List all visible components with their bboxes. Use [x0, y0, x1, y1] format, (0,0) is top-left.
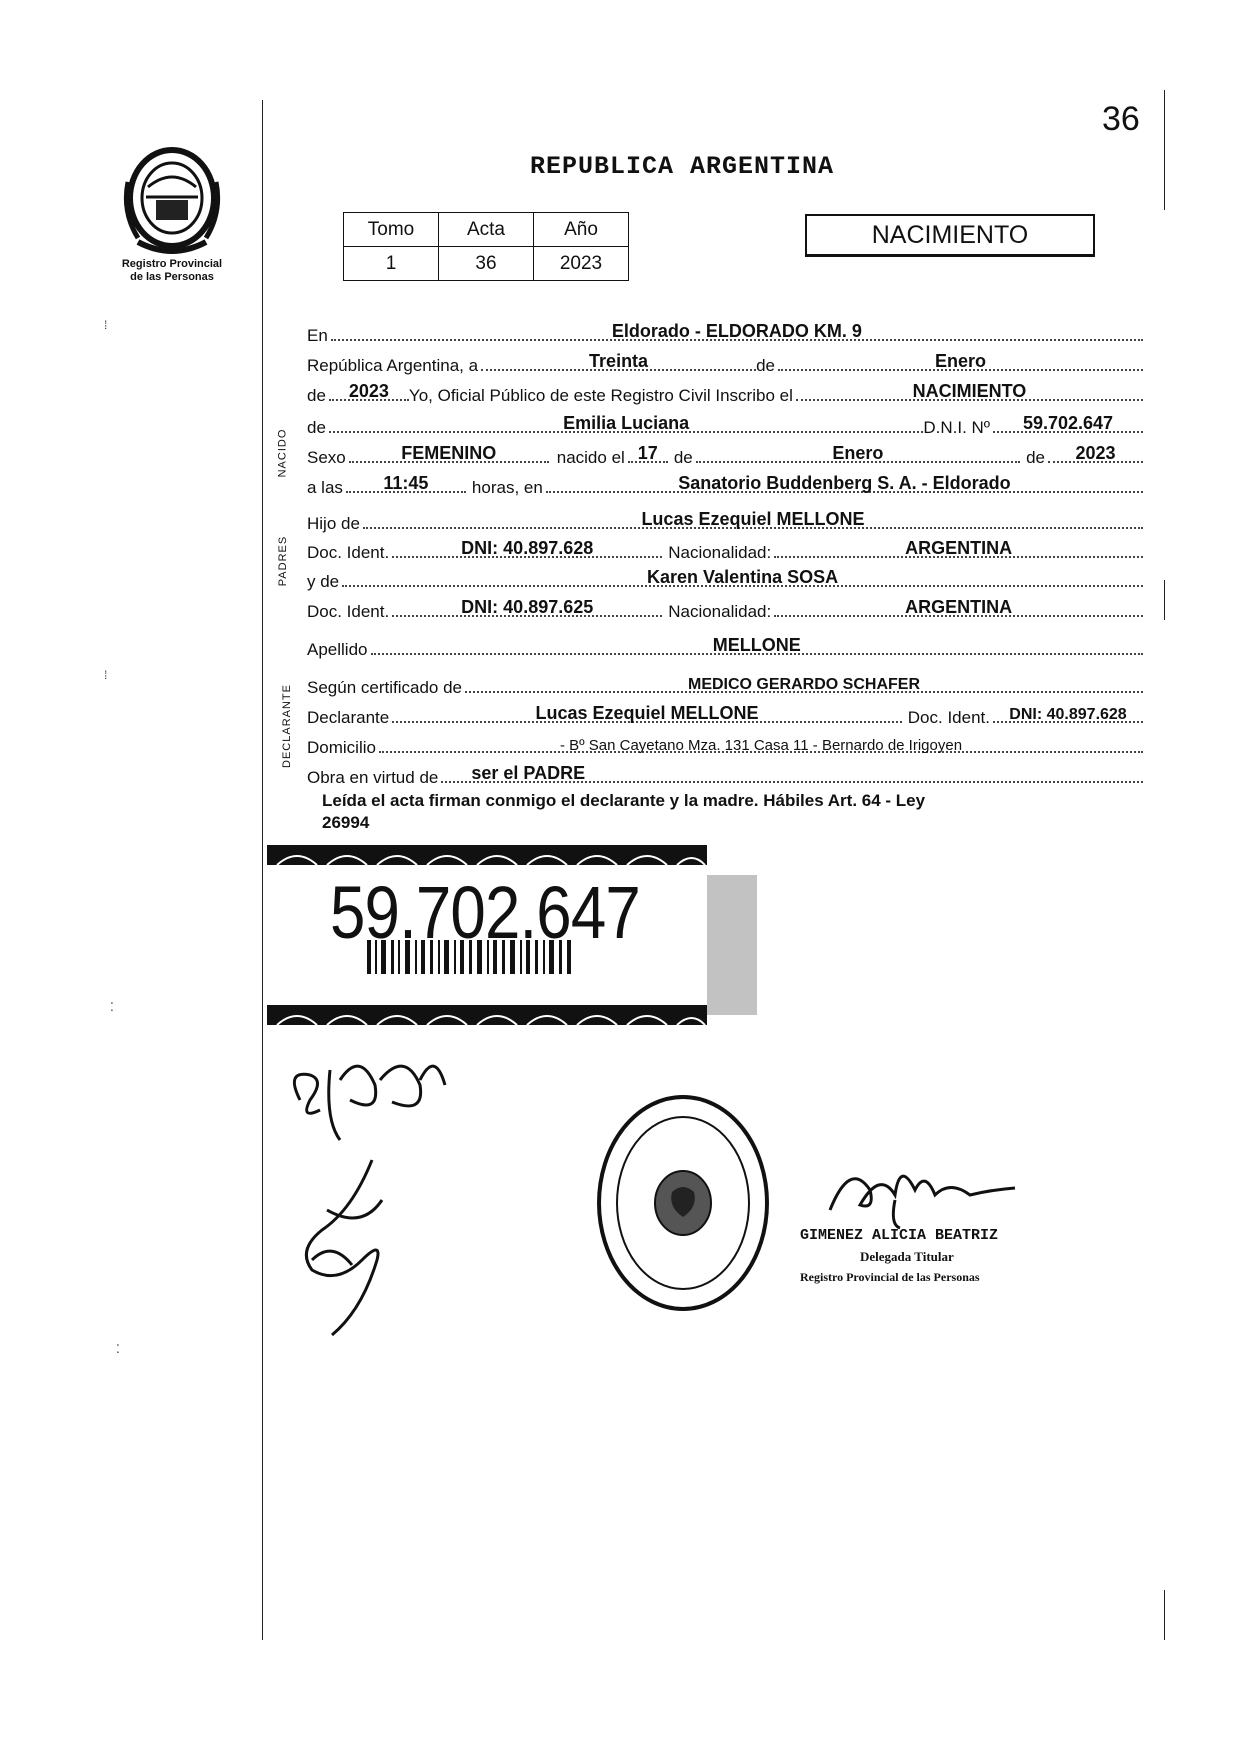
- label-declarante: Declarante: [307, 708, 390, 727]
- organization-name: [102, 258, 242, 284]
- value-birth-year: 2023: [1075, 443, 1116, 463]
- line-name: [307, 412, 1143, 438]
- right-margin-line: [1164, 90, 1165, 210]
- line-hora: [307, 472, 1143, 498]
- label-de-name: de: [307, 418, 326, 437]
- value-declarant: Lucas Ezequiel MELLONE: [535, 703, 759, 723]
- label-de: de: [756, 356, 775, 375]
- organization-line1: Registro Provincial: [121, 258, 223, 270]
- record-type-box: NACIMIENTO: [805, 214, 1095, 257]
- official-role: Delegada Titular: [860, 1249, 954, 1264]
- provincial-emblem-icon: [118, 142, 226, 256]
- label-de1: de: [673, 448, 693, 467]
- label-doc-ident: Doc. Ident.: [307, 602, 390, 621]
- line-en: [307, 320, 1143, 346]
- side-label-padres: PADRES: [277, 535, 290, 587]
- value-father-dni: DNI: 40.897.628: [461, 538, 594, 558]
- value-record: NACIMIENTO: [912, 381, 1027, 401]
- value-sex: FEMENINO: [401, 443, 497, 463]
- header-tomo: Tomo: [344, 213, 439, 247]
- value-birth-day: 17: [637, 443, 658, 463]
- official-entity: Registro Provincial de las Personas: [800, 1270, 980, 1284]
- label-a-las: a las: [307, 478, 343, 497]
- side-label-declarante: DECLARANTE: [280, 684, 293, 768]
- line-certificado: [307, 672, 1143, 698]
- line-domicilio: [307, 732, 1143, 758]
- line-doc2: [307, 596, 1143, 622]
- line-sexo: [307, 442, 1143, 468]
- line-republica: [307, 350, 1143, 376]
- label-nacionalidad: Nacionalidad:: [668, 543, 772, 562]
- value-child-dni: 59.702.647: [1022, 413, 1114, 433]
- value-mother-nationality: ARGENTINA: [905, 597, 1013, 617]
- value-acta: 36: [439, 247, 534, 281]
- register-value-row: [344, 247, 629, 281]
- value-father: Lucas Ezequiel MELLONE: [641, 509, 865, 529]
- label-dni: D.N.I. Nº: [923, 418, 990, 437]
- label-domicilio: Domicilio: [307, 738, 376, 757]
- official-signature: [820, 1150, 1020, 1230]
- register-header-row: [344, 213, 629, 247]
- scan-mark: ⁞: [104, 318, 108, 332]
- label-horas-en: horas, en: [471, 478, 543, 497]
- label-sexo: Sexo: [307, 448, 346, 467]
- side-label-nacido: NACIDO: [276, 428, 289, 478]
- value-birth-month: Enero: [832, 443, 884, 463]
- label-de-year: de: [307, 386, 326, 405]
- value-surname: MELLONE: [712, 635, 801, 655]
- value-father-nationality: ARGENTINA: [905, 538, 1013, 558]
- label-y-de: y de: [307, 572, 340, 591]
- left-margin-line: [262, 100, 263, 1640]
- scan-mark: ⁚: [116, 1342, 120, 1356]
- value-tomo: 1: [344, 247, 439, 281]
- scan-mark: ⁞: [104, 668, 108, 682]
- label-doc-ident: Doc. Ident.: [907, 708, 990, 727]
- label-apellido: Apellido: [307, 640, 368, 659]
- value-time: 11:45: [383, 473, 429, 493]
- official-block: [800, 1225, 998, 1288]
- label-hijo-de: Hijo de: [307, 514, 360, 533]
- page-number: 36: [1102, 100, 1140, 138]
- right-margin-line: [1164, 1590, 1165, 1640]
- closing-note-line2: 26994: [322, 813, 370, 832]
- line-declarante: [307, 702, 1143, 728]
- label-certificado: Según certificado de: [307, 678, 462, 697]
- label-doc-ident: Doc. Ident.: [307, 543, 390, 562]
- value-certificate: MEDICO GERARDO SCHAFER: [687, 676, 920, 693]
- label-de2: de: [1026, 448, 1045, 467]
- header-acta: Acta: [439, 213, 534, 247]
- line-obra: [307, 762, 1143, 788]
- organization-line2: de las Personas: [130, 271, 214, 283]
- register-table: [343, 212, 629, 281]
- value-ano: 2023: [534, 247, 629, 281]
- value-child-name: Emilia Luciana: [563, 413, 690, 433]
- value-declarant-dni: DNI: 40.897.628: [1009, 706, 1127, 723]
- value-mother: Karen Valentina SOSA: [647, 567, 839, 587]
- value-year: 2023: [348, 381, 389, 401]
- value-day: Treinta: [589, 351, 649, 371]
- line-doc1: [307, 537, 1143, 563]
- dni-sticker-number: 59.702.647: [330, 871, 640, 954]
- label-en: En: [307, 326, 328, 345]
- label-nacido: nacido el: [556, 448, 625, 467]
- official-name: GIMENEZ ALICIA BEATRIZ: [800, 1227, 999, 1244]
- label-inscribo: Yo, Oficial Público de este Registro Civil Inscribo el: [408, 386, 793, 405]
- official-stamp: [594, 1092, 772, 1314]
- value-month: Enero: [934, 351, 986, 371]
- right-margin-line: [1164, 580, 1165, 620]
- line-yde: [307, 566, 1143, 592]
- value-place: Eldorado - ELDORADO KM. 9: [611, 321, 862, 341]
- header-ano: Año: [534, 213, 629, 247]
- value-capacity: ser el PADRE: [471, 763, 586, 783]
- line-year: [307, 380, 1143, 406]
- value-birth-place: Sanatorio Buddenberg S. A. - Eldorado: [678, 473, 1011, 493]
- line-hijo: [307, 508, 1143, 534]
- line-apellido: [307, 634, 1143, 660]
- value-mother-dni: DNI: 40.897.625: [461, 597, 594, 617]
- label-nacionalidad: Nacionalidad:: [668, 602, 772, 621]
- document-title: REPUBLICA ARGENTINA: [530, 152, 835, 181]
- value-address: - Bº San Cayetano Mza. 131 Casa 11 - Bernardo de Irigoyen: [559, 737, 963, 754]
- mother-signature: [280, 1040, 450, 1150]
- declarant-signature: [292, 1150, 402, 1340]
- closing-note-line1: Leída el acta firman conmigo el declarante y la madre. Hábiles Art. 64 - Ley: [322, 791, 926, 810]
- label-republica: República Argentina, a: [307, 356, 479, 375]
- label-obra: Obra en virtud de: [307, 768, 439, 787]
- closing-note: [322, 790, 1122, 834]
- scan-mark: ⁚: [110, 1000, 114, 1014]
